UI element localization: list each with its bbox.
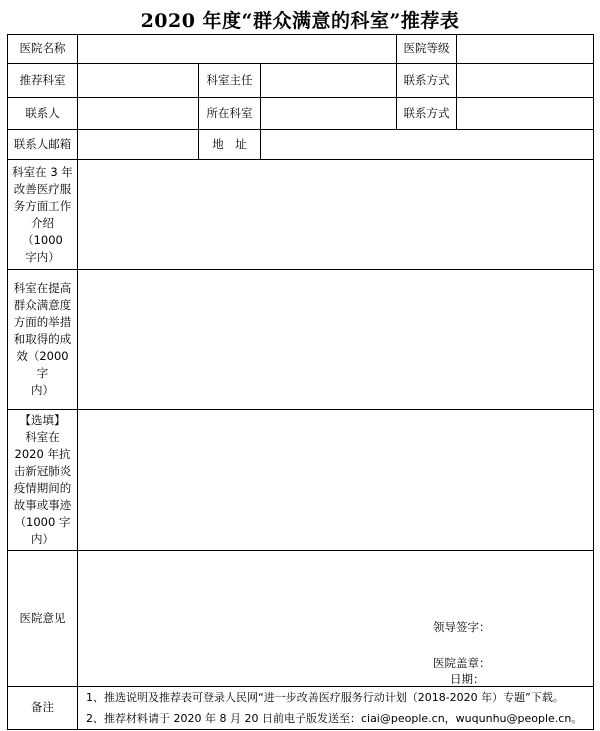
section2-line: 科室在提高 <box>13 281 72 295</box>
recommendation-table <box>7 34 594 730</box>
section-satisfaction-field[interactable] <box>78 270 594 410</box>
hospital-name-label: 医院名称 <box>8 35 78 64</box>
section-work-intro-label <box>8 160 78 270</box>
department-label: 推荐科室 <box>8 64 78 98</box>
email-label: 联系人邮箱 <box>8 130 78 160</box>
section3-line: 内） <box>31 532 54 546</box>
section3-line: 击新冠肺炎 <box>13 464 72 478</box>
hospital-name-field[interactable] <box>78 35 397 64</box>
leader-sign-label: 领导签字： <box>433 620 491 634</box>
section1-line: 介绍（1000 <box>22 215 63 247</box>
address-label: 地 址 <box>199 130 261 160</box>
dept-in-field[interactable] <box>261 98 397 130</box>
director-field[interactable] <box>261 64 397 98</box>
remarks-label: 备注 <box>8 687 78 730</box>
section3-line: 2020 年抗 <box>14 447 71 461</box>
section-covid-story-field[interactable] <box>78 410 594 551</box>
contact-person-label: 联系人 <box>8 98 78 130</box>
hospital-level-label: 医院等级 <box>397 35 457 64</box>
date-label: 日期： <box>450 672 485 686</box>
section3-line: 【选填】 <box>19 413 66 427</box>
section3-line: 故事或事迹 <box>13 498 72 512</box>
remarks-notes <box>78 687 594 730</box>
dept-in-label: 所在科室 <box>199 98 261 130</box>
email-field[interactable] <box>78 130 199 160</box>
contact-method-field-1[interactable] <box>457 64 594 98</box>
section-satisfaction-label <box>8 270 78 410</box>
contact-method-label-2: 联系方式 <box>397 98 457 130</box>
section1-line: 科室在 3 年 <box>12 164 73 179</box>
hospital-seal-label: 医院盖章： <box>433 656 491 670</box>
section2-line: 方面的举措 <box>13 315 72 329</box>
address-field[interactable] <box>261 130 594 160</box>
section2-line: 内） <box>31 383 54 397</box>
opinion-field[interactable] <box>78 551 594 687</box>
opinion-label: 医院意见 <box>8 551 78 687</box>
section1-line: 务方面工作 <box>13 198 72 213</box>
form-title: 2020 年度“群众满意的科室”推荐表 <box>140 10 460 32</box>
section3-line: 科室在 <box>25 430 60 444</box>
section1-line: 字内） <box>25 249 60 264</box>
department-field[interactable] <box>78 64 199 98</box>
note-item: 2、推荐材料请于 2020 年 8 月 20 日前电子版发送至：ciai@people.cn，wuqunhu@people.cn。 <box>86 712 583 725</box>
director-label: 科室主任 <box>199 64 261 98</box>
section3-line: （1000 字 <box>14 515 71 529</box>
section1-line: 改善医疗服 <box>13 181 72 196</box>
section-covid-story-label <box>8 410 78 551</box>
hospital-level-field[interactable] <box>457 35 594 64</box>
section3-line: 疫情期间的 <box>13 481 72 495</box>
section2-line: 群众满意度 <box>13 298 72 312</box>
contact-person-field[interactable] <box>78 98 199 130</box>
contact-method-field-2[interactable] <box>457 98 594 130</box>
section2-line: 和取得的成 <box>13 332 72 346</box>
section-work-intro-field[interactable] <box>78 160 594 270</box>
note-item: 1、推选说明及推荐表可登录人民网“进一步改善医疗服务行动计划（2018-2020 年）专题”下载。 <box>86 691 564 704</box>
section2-line: 效（2000 字 <box>16 349 69 380</box>
contact-method-label-1: 联系方式 <box>397 64 457 98</box>
